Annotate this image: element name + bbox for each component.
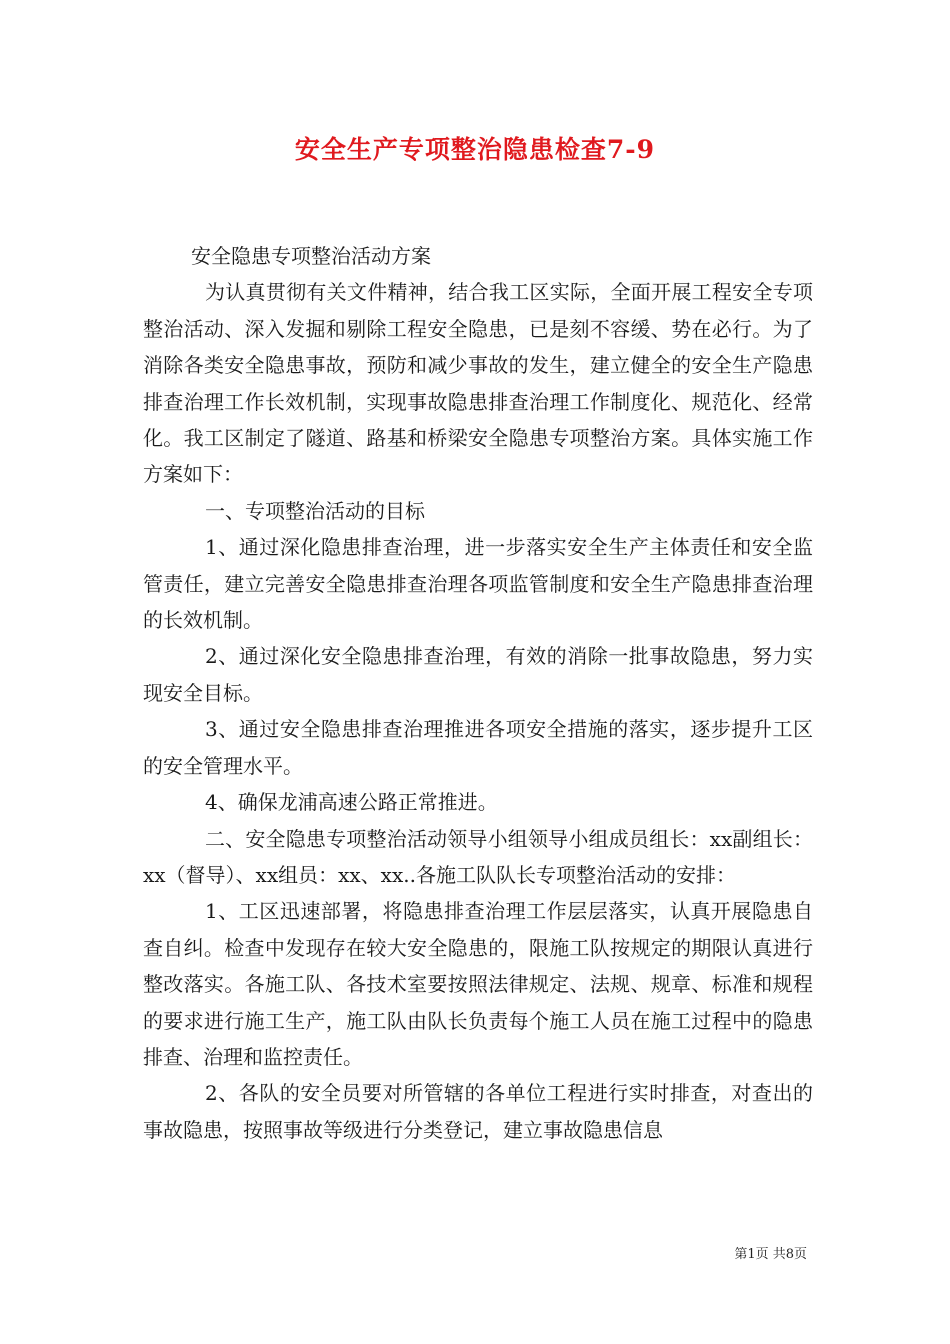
paragraph-leadership: 二、安全隐患专项整治活动领导小组领导小组成员组长：xx副组长：xx（督导）、xx组员：xx、xx..各施工队队长专项整治活动的安排：: [143, 826, 813, 887]
paragraph-intro: 为认真贯彻有关文件精神，结合我工区实际，全面开展工程安全专项整治活动、深入发掘和剔除工程安全隐患，已是刻不容缓、势在必行。为了消除各类安全隐患事故，预防和减少事故的发生，建立健全的安全生产隐患排查治理工作长效机制，实现事故隐患排查治理工作制度化、规范化、经常化。我工区制定了隧道、路基和桥梁安全隐患专项整治方案。具体实施工作方案如下：: [143, 280, 813, 487]
paragraph-goal-1: 1、通过深化隐患排查治理，进一步落实安全生产主体责任和安全监管责任，建立完善安全隐患排查治理各项监管制度和安全生产隐患排查治理的长效机制。: [143, 535, 813, 633]
paragraph-arrangement-2: 2、各队的安全员要对所管辖的各单位工程进行实时排查，对查出的事故隐患，按照事故等级进行分类登记，建立事故隐患信息: [143, 1081, 813, 1142]
section-heading: 安全隐患专项整治活动方案: [191, 244, 431, 268]
document-title: 安全生产专项整治隐患检查7-9: [294, 135, 656, 164]
paragraph-goal-2: 2、通过深化安全隐患排查治理，有效的消除一批事故隐患，努力实现安全目标。: [143, 644, 813, 705]
section-heading-goals: 一、专项整治活动的目标: [205, 498, 425, 523]
paragraph-goal-4: 4、确保龙浦高速公路正常推进。: [205, 790, 498, 815]
paragraph-arrangement-1: 1、工区迅速部署，将隐患排查治理工作层层落实，认真开展隐患自查自纠。检查中发现存在较大安全隐患的，限施工队按规定的期限认真进行整改落实。各施工队、各技术室要按照法律规定、法规、规章、标准和规程的要求进行施工生产，施工队由队长负责每个施工人员在施工过程中的隐患排查、治理和监控责任。: [143, 899, 813, 1069]
document-body: [143, 238, 813, 1148]
paragraph-goal-3: 3、通过安全隐患排查治理推进各项安全措施的落实，逐步提升工区的安全管理水平。: [143, 717, 813, 778]
page-number: 第1页 共8页: [734, 1247, 807, 1262]
